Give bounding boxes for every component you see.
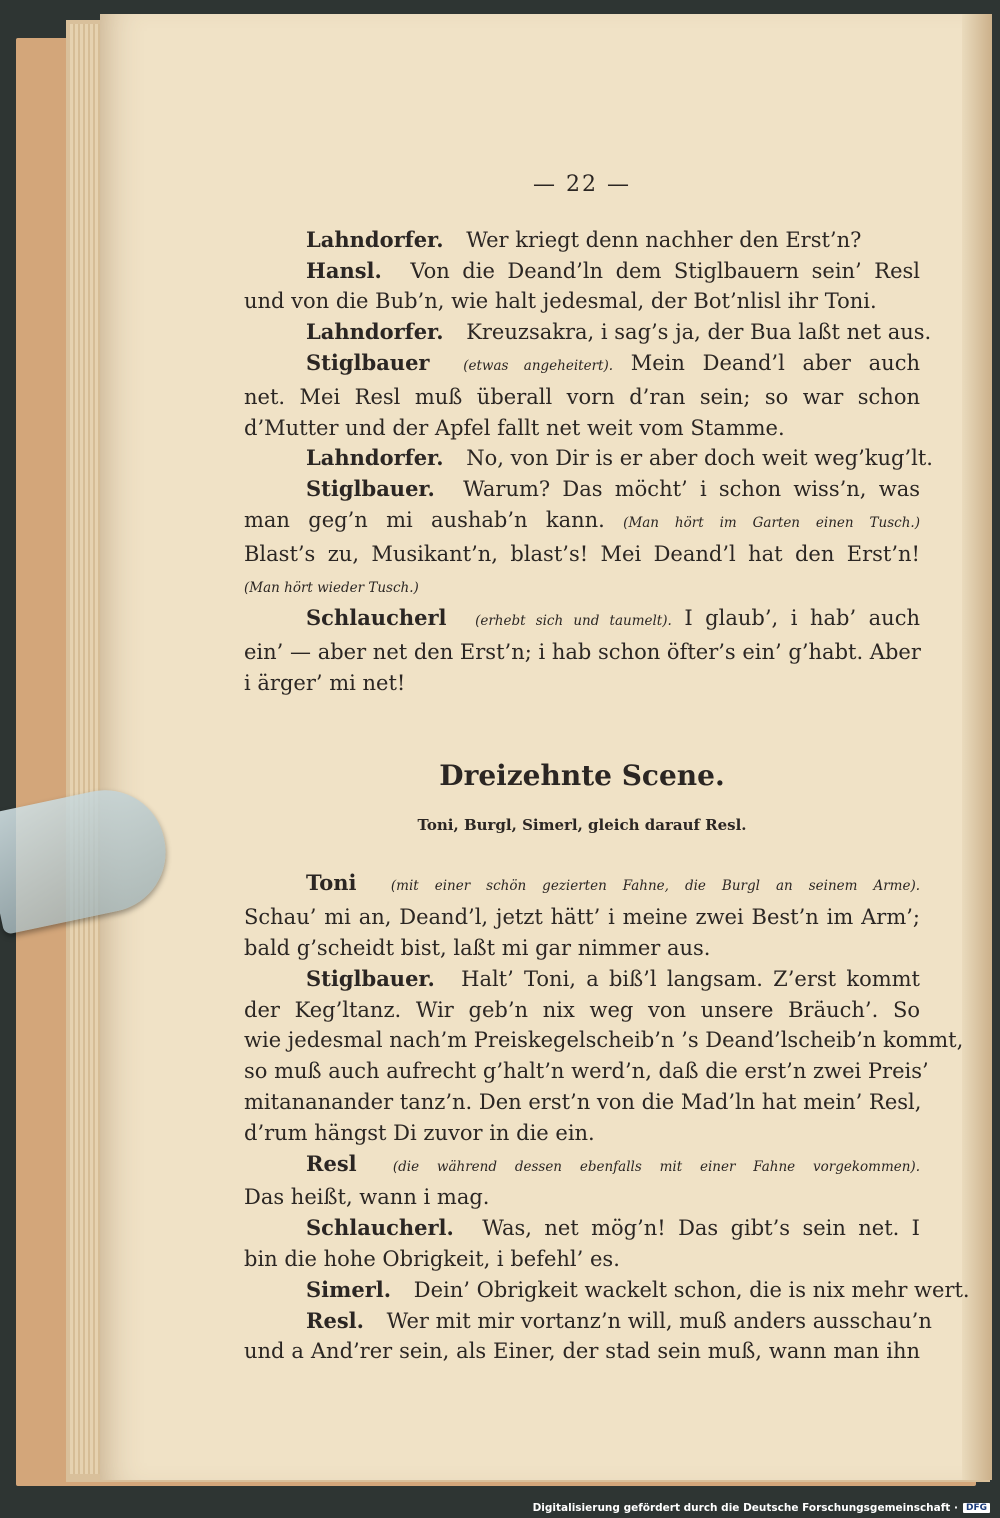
text-line [244,1056,929,1087]
footer-credit [533,1500,990,1516]
stage-direction: (etwas angeheitert). [463,357,614,374]
text-line [244,933,920,964]
spoken-text: Blast’s zu, Musikant’n, blast’s! Mei Deand’l hat den Erst’n! [244,541,920,566]
spoken-text: Halt’ Toni, a biß’l langsam. Z’erst kommt [461,966,920,991]
text-line [244,1149,920,1183]
speaker-name: Stiglbauer [306,349,430,375]
spoken-text: ein’ — aber net den Erst’n; i hab schon öfter’s ein’ g’habt. Aber [244,640,921,665]
spoken-text: man geg’n mi aushab’n kann. [244,507,605,532]
text-line [244,286,920,317]
spoken-text: so muß auch aufrecht g’halt’n werd’n, daß die erst’n zwei Preis’ [244,1059,929,1084]
speaker-name: Hansl. [306,257,382,283]
spoken-text: mitananander tanz’n. Den erst’n von die Mad’ln hat mein’ Resl, [244,1089,922,1114]
text-line [244,1275,970,1306]
spoken-text: Das heißt, wann i mag. [244,1185,490,1210]
speaker-name: Stiglbauer. [306,965,435,991]
text-line [244,868,920,902]
dfg-logo: DFG [963,1503,990,1513]
spoken-text: i ärger’ mi net! [244,670,406,695]
spoken-text: I glaub’, i hab’ auch [684,606,920,631]
text-line [244,539,920,570]
speaker-name: Lahndorfer. [306,319,444,345]
text-line [244,1336,920,1367]
spoken-text: bald g’scheidt bist, laßt mi gar nimmer aus. [244,935,711,960]
text-line [244,1025,964,1056]
text-line [244,505,920,539]
text-line [244,964,920,995]
speaker-name: Resl. [306,1307,364,1333]
spoken-text: bin die hohe Obrigkeit, i befehl’ es. [244,1246,620,1271]
spoken-text: net. Mei Resl muß überall vorn d’ran sein; so war schon [244,384,920,409]
text-line [244,1213,920,1244]
scene-title: Dreizehnte Scene. [439,758,725,792]
text-line [244,382,920,413]
spoken-text: Was, net mög’n! Das gibt’s sein net. I [482,1216,920,1241]
stage-direction: (die während dessen ebenfalls mit einer Fahne vorgekommen). [392,1158,920,1175]
speaker-name: Schlaucherl. [306,1215,454,1241]
spoken-text: Wer kriegt denn nachher den Erst’n? [466,227,862,252]
speaker-name: Resl [306,1150,357,1176]
stage-direction: (mit einer schön gezierten Fahne, die Burgl an seinem Arme). [390,878,921,895]
speaker-name: Toni [306,870,357,896]
text-line [244,413,920,444]
spoken-text: Dein’ Obrigkeit wackelt schon, die is nix mehr wert. [413,1277,970,1302]
spoken-text: Schau’ mi an, Deand’l, jetzt hätt’ i meine zwei Best’n im Arm’; [244,905,920,930]
spoken-text: Wer mit mir vortanz’n will, muß anders ausschau’n [386,1308,932,1333]
dialogue-block-1 [244,225,933,699]
text-line [244,256,920,287]
spoken-text: der Keg’ltanz. Wir geb’n nix weg von unsere Bräuch’. So [244,997,920,1022]
speaker-name: Lahndorfer. [306,445,444,471]
spoken-text: d’Mutter und der Apfel fallt net weit vom Stamme. [244,415,785,440]
page-right-edge [962,14,992,1480]
text-line [244,1306,932,1337]
page-number: — 22 — [533,172,631,197]
text-line [244,603,920,637]
text-line [244,995,920,1026]
speaker-name: Simerl. [306,1276,392,1302]
page-edges [70,24,102,1474]
footer-text: Digitalisierung gefördert durch die Deutsche Forschungsgemeinschaft · [532,1502,958,1514]
stage-direction: (Man hört wieder Tusch.) [244,579,419,596]
text-line [244,668,920,699]
spoken-text: und von die Bub’n, wie halt jedesmal, der Bot’nlisl ihr Toni. [244,289,877,314]
spoken-text: Von die Deand’ln dem Stiglbauern sein’ Resl [410,258,920,283]
text-line [244,1244,920,1275]
speaker-name: Schlaucherl [306,605,447,631]
scene-persons: Toni, Burgl, Simerl, gleich darauf Resl. [417,815,747,834]
speaker-name: Stiglbauer. [306,476,435,502]
speaker-name: Lahndorfer. [306,226,444,252]
text-line [244,1087,920,1118]
spoken-text: Mein Deand’l aber auch [630,350,920,375]
text-line [244,317,932,348]
dialogue-block-2 [244,868,970,1367]
spoken-text: d’rum hängst Di zuvor in die ein. [244,1120,595,1145]
text-line [244,570,920,604]
spoken-text: Warum? Das möcht’ i schon wiss’n, was [463,477,920,502]
text-line [244,1118,920,1149]
text-line [244,902,920,933]
text-line [244,443,933,474]
text-line [244,1182,920,1213]
text-line [244,474,920,505]
spoken-text: No, von Dir is er aber doch weit weg’kug’lt. [466,446,933,471]
page-content [244,170,970,1367]
text-line [244,348,920,382]
stage-direction: (Man hört im Garten einen Tusch.) [623,514,920,531]
text-line [244,637,920,668]
text-line [244,225,920,256]
spoken-text: und a And’rer sein, als Einer, der stad sein muß, wann man ihn [244,1339,920,1364]
spoken-text: Kreuzsakra, i sag’s ja, der Bua laßt net aus. [466,320,932,345]
stage-direction: (erhebt sich und taumelt). [475,613,672,630]
spoken-text: wie jedesmal nach’m Preiskegelscheib’n ’s Deand’lscheib’n kommt, [244,1028,964,1053]
